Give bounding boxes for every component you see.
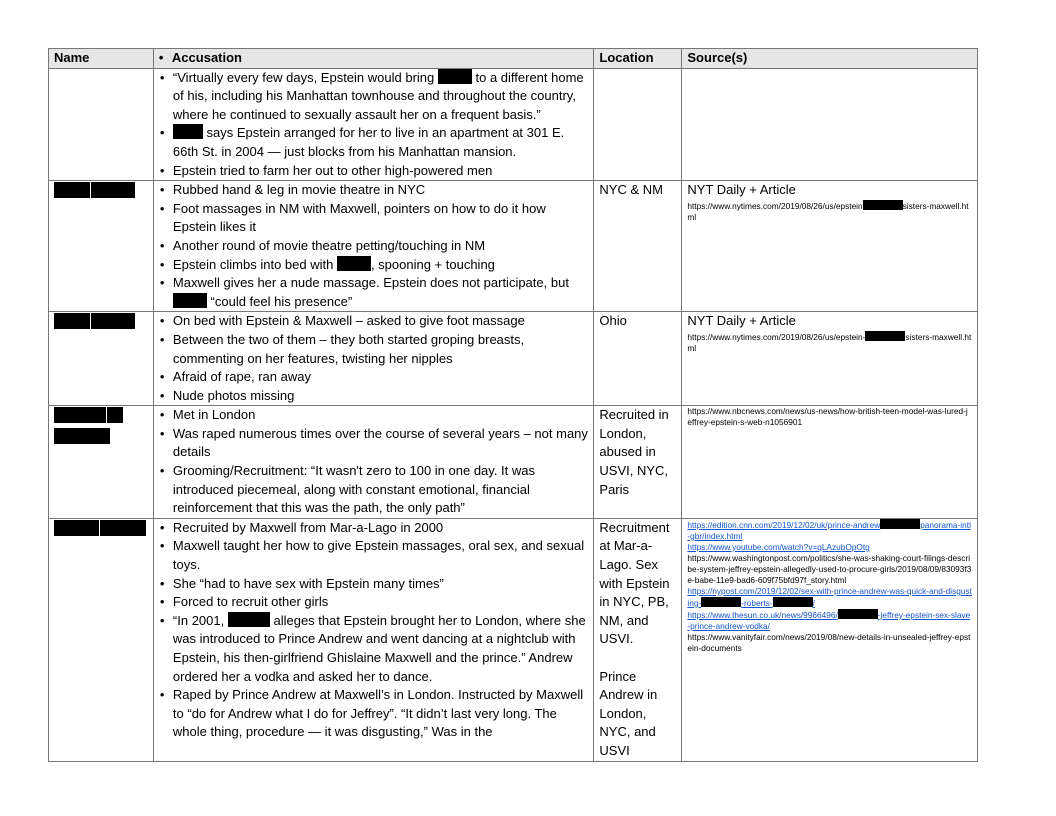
redaction-block (173, 293, 207, 308)
text-segment: Between the two of them – they both started groping breasts, commenting on her features, twisting her nipples (172, 331, 525, 366)
text-segment: Another round of movie theatre petting/touching in NM (172, 237, 486, 253)
accusation-item (173, 200, 588, 237)
accusation-item (173, 69, 588, 125)
text-segment: https://www.youtube.com/watch?v=qLAzubOpOtg (687, 541, 870, 552)
table-row (49, 312, 978, 406)
text-segment: alleges that Epstein brought her to London, where she was introduced to Prince Andrew and went dancing at a nightclub with Epstein, his then-girlfriend Ghislaine Maxwell and the prince.” Andrew ordered her a vodka and asked her to dance. (172, 612, 586, 684)
text-segment: Rubbed hand & leg in movie theatre in NYC (172, 182, 426, 198)
accusation-list (159, 312, 588, 405)
name-cell (49, 406, 154, 519)
redaction-block (91, 182, 135, 198)
accusation-item (173, 593, 588, 612)
source-link[interactable] (687, 519, 972, 542)
text-segment: / (812, 597, 815, 608)
accusation-item (173, 256, 588, 275)
redaction-block (701, 597, 741, 607)
location-cell: Recruitment at Mar-a-Lago. Sex with Epstein in NYC, PB, NM, and USVI. Prince Andrew in London, NYC, and USVI (594, 518, 682, 761)
redaction-block (880, 519, 920, 529)
redaction-block (100, 520, 146, 536)
text-segment: Grooming/Recruitment: “It wasn't zero to 100 in one day. It was introduced piecemeal, along with constant emotional, financial reinforcement that this was the path, the only path” (172, 463, 535, 516)
sources-cell (682, 181, 978, 312)
accusation-item (173, 331, 588, 368)
accusation-cell (153, 518, 593, 761)
accusation-item (173, 387, 588, 406)
accusation-item (173, 575, 588, 594)
redaction-block (863, 200, 903, 210)
source-url (687, 331, 972, 354)
accusation-item (173, 274, 588, 311)
text-segment: Forced to recruit other girls (172, 594, 329, 610)
text-segment: says Epstein arranged for her to live in an apartment at 301 E. 66th St. in 2004 — just blocks from his Manhattan mansion. (172, 125, 565, 159)
text-segment: Maxwell gives her a nude massage. Epstein does not participate, but (172, 275, 569, 291)
table-row (49, 406, 978, 519)
text-segment: “In 2001, (172, 612, 228, 628)
text-segment: https://www.washingtonpost.com/politics/she-was-shaking-court-filings-describe-system-jeffrey-epstein-allegedly-used-to-procure-girls/2019/08/09/83093f3e-babe-11e9-bad6-609f75bfd97f_story.html (687, 552, 972, 585)
text-segment: Met in London (172, 407, 256, 423)
accusation-item (173, 537, 588, 574)
header-name: Name (49, 49, 154, 69)
text-segment: https://www.vanityfair.com/news/2019/08/new-details-in-unsealed-jeffrey-epstein-documents (687, 631, 971, 653)
text-segment: https://www.thesun.co.uk/news/9966496/ (687, 609, 838, 620)
table-row (49, 181, 978, 312)
sources-cell (682, 406, 978, 519)
text-segment: https://nypost.com/2019/12/02/sex-with-prince-andrew-was-quick-and-disgusting- (687, 585, 972, 608)
source-url (687, 406, 972, 428)
text-segment: -jeffrey-epstein-sex-slave-prince-andrew-vodka/ (687, 609, 971, 631)
accusation-cell (153, 181, 593, 312)
text-segment: Epstein climbs into bed with (172, 256, 337, 272)
text-segment: Foot massages in NM with Maxwell, pointers on how to do it how Epstein likes it (172, 200, 546, 235)
redaction-block (838, 609, 878, 619)
redaction-block (173, 124, 203, 139)
text-segment: Maxwell taught her how to give Epstein massages, oral sex, and sexual toys. (172, 538, 585, 573)
redaction-block (54, 313, 90, 329)
accusation-item (173, 181, 588, 200)
redaction-block (107, 407, 123, 423)
accusation-cell (153, 312, 593, 406)
accusation-list (159, 181, 588, 311)
accusation-item (173, 462, 588, 518)
accusation-item (173, 686, 588, 742)
accusation-item (173, 406, 588, 425)
text-segment: Raped by Prince Andrew at Maxwell’s in London. Instructed by Maxwell to “do for Andrew what I do for Jeffrey”. “It didn’t last very long. The whole thing, procedure — it was disgusting,” Was in the (172, 687, 584, 740)
text-segment: sisters-maxwell.html (687, 200, 969, 222)
text-segment: https://edition.cnn.com/2019/12/02/uk/prince-andrew (687, 519, 881, 530)
text-segment: Epstein tried to farm her out to other high-powered men (172, 162, 493, 178)
text-segment: She “had to have sex with Epstein many times” (172, 575, 444, 591)
text-segment: , spooning + touching (370, 256, 495, 272)
location-cell: NYC & NM (594, 181, 682, 312)
table-row (49, 68, 978, 181)
text-segment: On bed with Epstein & Maxwell – asked to give foot massage (172, 313, 525, 329)
redaction-block (228, 612, 270, 627)
redaction-block (337, 256, 371, 271)
text-segment: Nude photos missing (172, 387, 295, 403)
text-segment: panorama-intl-gbr/index.html (687, 519, 971, 541)
text-segment: “Virtually every few days, Epstein would bring (172, 69, 438, 85)
text-segment: https://www.nytimes.com/2019/08/26/us/epstein- (687, 331, 866, 342)
text-segment: “could feel his presence” (206, 293, 353, 309)
redaction-block (91, 313, 135, 329)
location-cell: Recruited in London, abused in USVI, NYC, Paris (594, 406, 682, 519)
source-title: NYT Daily + Article (687, 313, 796, 329)
source-url (687, 200, 972, 223)
accusation-item (173, 124, 588, 161)
accusation-item (173, 519, 588, 538)
text-segment: Afraid of rape, ran away (172, 369, 311, 385)
accusations-table (48, 48, 978, 762)
sources-cell (682, 312, 978, 406)
redaction-block (54, 520, 99, 536)
name-cell (49, 312, 154, 406)
location-cell: Ohio (594, 312, 682, 406)
text-segment: Was raped numerous times over the course of several years – not many details (172, 425, 588, 460)
accusation-list (159, 406, 588, 518)
accusation-item (173, 425, 588, 462)
text-segment: Recruited by Maxwell from Mar-a-Lago in 2000 (172, 519, 444, 535)
text-segment: -roberts- (741, 597, 773, 608)
text-segment: sisters-maxwell.html (687, 331, 972, 353)
source-title: NYT Daily + Article (687, 182, 796, 198)
accusation-item (173, 368, 588, 387)
accusation-item (173, 312, 588, 331)
source-url (687, 632, 972, 654)
location-cell (594, 68, 682, 181)
header-accusation: • Accusation (153, 49, 593, 69)
header-location: Location (594, 49, 682, 69)
text-segment: https://www.nbcnews.com/news/us-news/how-british-teen-model-was-lured-jeffrey-epstein-s-web-n1056901 (687, 406, 968, 428)
source-link[interactable] (687, 586, 972, 609)
redaction-block (773, 597, 813, 607)
accusation-item (173, 237, 588, 256)
accusation-item (173, 162, 588, 181)
name-cell (49, 518, 154, 761)
header-row (49, 49, 978, 69)
source-link[interactable] (687, 542, 972, 553)
header-sources: Source(s) (682, 49, 978, 69)
accusation-item (173, 612, 588, 686)
text-segment: to a different home of his, including his Manhattan townhouse and throughout the country, where he continued to sexually assault her on a frequent basis.” (172, 69, 584, 122)
redaction-block (54, 407, 106, 423)
accusation-cell (153, 68, 593, 181)
redaction-block (438, 69, 472, 84)
source-link[interactable] (687, 609, 972, 632)
accusation-list (159, 69, 588, 181)
redaction-block (54, 428, 110, 444)
accusation-cell (153, 406, 593, 519)
accusation-list (159, 519, 588, 742)
name-cell (49, 68, 154, 181)
sources-cell (682, 68, 978, 181)
sources-cell (682, 518, 978, 761)
redaction-block (865, 331, 905, 341)
text-segment: https://www.nytimes.com/2019/08/26/us/epstein (687, 200, 863, 211)
name-cell (49, 181, 154, 312)
redaction-block (54, 182, 90, 198)
table-row (49, 518, 978, 761)
source-url (687, 553, 972, 586)
